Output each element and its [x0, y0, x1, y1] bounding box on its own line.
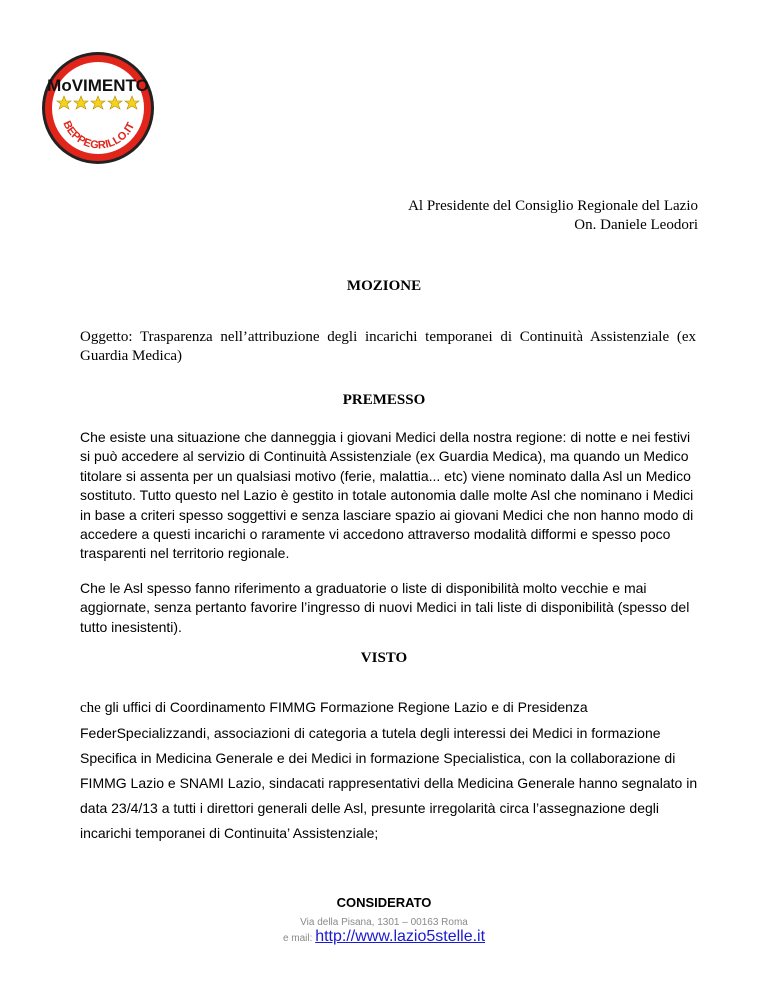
- document-title: MOZIONE: [346, 278, 422, 294]
- considerato-heading: CONSIDERATO: [336, 895, 432, 910]
- visto-che: che: [80, 700, 101, 716]
- premesso-paragraph-2: Che le Asl spesso fanno riferimento a graduatorie o liste di disponibilità molto vecchie e mai aggiornate, senza pertanto favorire l’ingresso di nuovi Medici in tali liste di disponibilità (spesso del tutto inesistenti).: [80, 580, 690, 635]
- oggetto-paragraph: Oggetto: Trasparenza nell’attribuzione degli incarichi temporanei di Continuità Assistenziale (ex Guardia Medica): [80, 329, 696, 364]
- website-link[interactable]: http://www.lazio5stelle.it: [315, 928, 486, 945]
- visto-text: gli uffici di Coordinamento FIMMG Formazione Regione Lazio e di Presidenza FederSpecializzandi, associazioni di categoria a tutela degli interessi dei Medici in formazione Specifica in Medicina Generale e dei Medici in formazione Specialistica, con la collaborazione di FIMMG Lazio e SNAMI Lazio, sindacati rappresentativi della Medicina Generale hanno segnalato in data 23/4/13 a tutti i direttori generali delle Asl, presunte irregolarità circa l’assegnazione degli incarichi temporanei di Continuita’ Assistenziale;: [80, 699, 698, 841]
- svg-text:MoVIMENTO: MoVIMENTO: [47, 76, 149, 95]
- recipient-line-2: On. Daniele Leodori: [574, 217, 698, 233]
- premesso-heading: PREMESSO: [342, 392, 426, 408]
- mail-label: e mail:: [282, 933, 316, 944]
- svg-text:BEPPEGRILLO.IT: BEPPEGRILLO.IT: [60, 119, 138, 152]
- premesso-paragraph-1: Che esiste una situazione che danneggia i giovani Medici della nostra regione: di notte e nei festivi si può accedere al servizio di Continuità Assistenziale (ex Guardia Medica), ma quando un Medico titolare si assenta per un qualsiasi motivo (ferie, malattia... etc) viene nominato dalla Asl un Medico sostituto. Tutto questo nel Lazio è gestito in totale autonomia dalle molte Asl che nominano i Medici in base a criteri spesso soggettivi e senza lasciare spazio ai giovani Medici che non hanno modo di accedere a questi incarichi o raramente vi accedono attraverso modalità difformi e spesso poco trasparenti nel territorio regionale.: [80, 429, 694, 562]
- movimento-logo: [40, 50, 156, 166]
- footer-mail: [0, 928, 768, 946]
- recipient-line-1: Al Presidente del Consiglio Regionale del Lazio: [408, 198, 698, 214]
- visto-heading: VISTO: [360, 650, 408, 666]
- visto-paragraph: [80, 695, 700, 846]
- footer-address: Via della Pisana, 1301 – 00163 Roma: [300, 917, 468, 928]
- recipient-block: [408, 197, 698, 235]
